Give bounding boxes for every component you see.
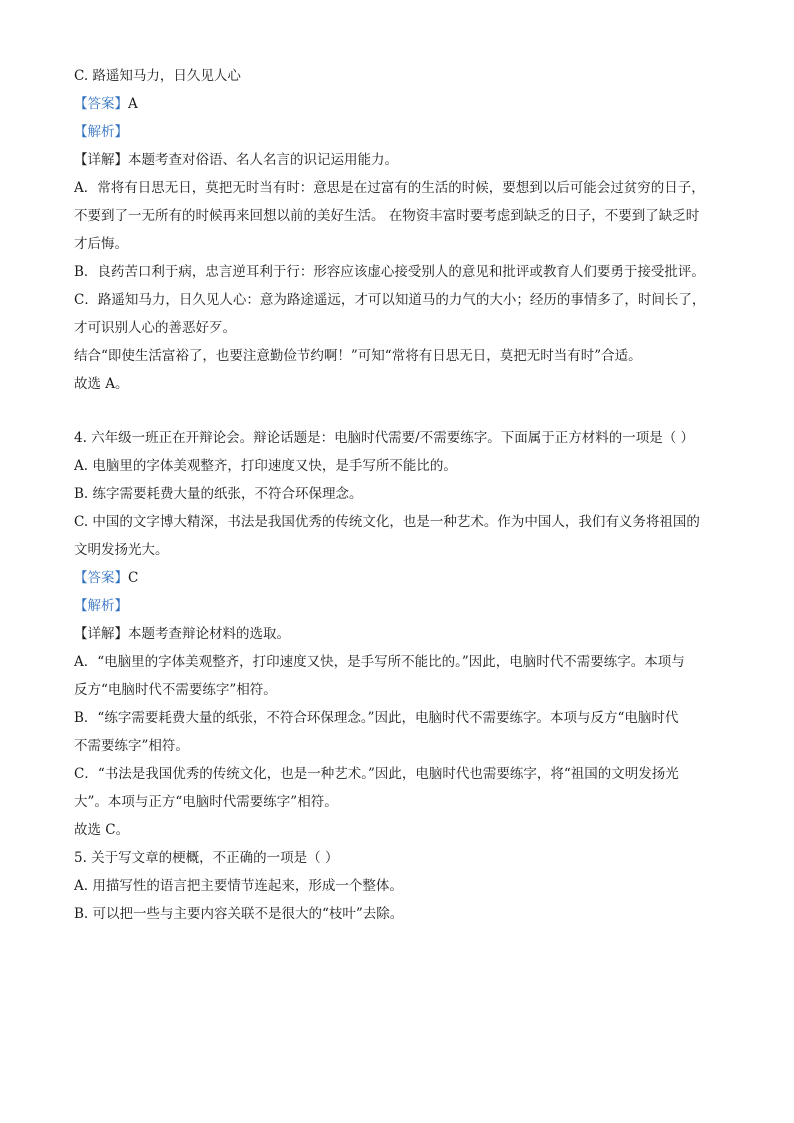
detail-label: 【详解】: [74, 626, 128, 642]
detail-intro: 本题考查辩论材料的选取。: [128, 626, 290, 642]
q4-choose: 故选 C。: [74, 822, 130, 838]
q3-explain-a-line1: A．常将有日思无日，莫把无时当有时：意思是在过富有的生活的时候，要想到以后可能会过贫穷的日子，: [74, 180, 705, 196]
q4-explain-c-line2: 大”。本项与正方“电脑时代需要练字”相符。: [74, 794, 338, 810]
q3-answer: [74, 90, 724, 118]
q3-explain-b: B．良药苦口利于病，忠言逆耳利于行：形容应该虚心接受别人的意见和批评或教育人们要勇于接受批评。: [74, 264, 705, 280]
detail-label: 【详解】: [74, 152, 128, 168]
q3-explain-c-line2: 才可识别人心的善恶好歹。: [74, 320, 236, 336]
q3-choose: 故选 A。: [74, 376, 129, 392]
q3-explain-c-line1: C．路遥知马力，日久见人心：意为路途遥远，才可以知道马的力气的大小；经历的事情多了，时间长了，: [74, 292, 706, 308]
answer-label: 【答案】: [74, 570, 128, 586]
q3-conclusion: 结合“即使生活富裕了，也要注意勤俭节约啊！”可知“常将有日思无日，莫把无时当有时”合适。: [74, 348, 642, 364]
q3-analysis-label: [74, 118, 724, 146]
q4-explain-b-line2: 不需要练字”相符。: [74, 738, 189, 754]
q3-explain-a-line3: 才后悔。: [74, 236, 128, 252]
q4-analysis-label: [74, 592, 724, 620]
q4-question: 4. 六年级一班正在开辩论会。辩论话题是：电脑时代需要/不需要练字。下面属于正方材料的一项是（ ）: [74, 430, 695, 446]
q4-answer: [74, 564, 724, 592]
q4-detail: [74, 620, 724, 648]
q4-option-a: A. 电脑里的字体美观整齐，打印速度又快，是手写所不能比的。: [74, 458, 457, 474]
q5-option-b: B. 可以把一些与主要内容关联不是很大的“枝叶”去除。: [74, 906, 404, 922]
q3-explain-a-line2: 不要到了一无所有的时候再来回想以前的美好生活。 在物资丰富时要考虑到缺乏的日子，不要到了缺乏时: [74, 208, 700, 224]
q4-explain-a-line1: A．“电脑里的字体美观整齐，打印速度又快，是手写所不能比的。”因此，电脑时代不需要练字。本项与: [74, 654, 685, 670]
q4-option-c-line1: C. 中国的文字博大精深，书法是我国优秀的传统文化，也是一种艺术。作为中国人，我们有义务将祖国的: [74, 514, 700, 530]
answer-label: 【答案】: [74, 96, 128, 112]
q3-detail: [74, 146, 724, 174]
q5-option-a: A. 用描写性的语言把主要情节连起来，形成一个整体。: [74, 878, 403, 894]
q4-explain-c-line1: C．“书法是我国优秀的传统文化，也是一种艺术。”因此，电脑时代也需要练字，将“祖国的文明发扬光: [74, 766, 679, 782]
answer-value: A: [128, 96, 138, 112]
analysis-label: 【解析】: [74, 598, 128, 614]
q4-option-c-line2: 文明发扬光大。: [74, 542, 169, 558]
q4-explain-a-line2: 反方“电脑时代不需要练字”相符。: [74, 682, 277, 698]
analysis-label: 【解析】: [74, 124, 128, 140]
q3-option-c: C. 路遥知马力，日久见人心: [74, 68, 241, 84]
q5-question: 5. 关于写文章的梗概，不正确的一项是（ ）: [74, 850, 339, 866]
q4-explain-b-line1: B．“练字需要耗费大量的纸张，不符合环保理念。”因此，电脑时代不需要练字。本项与反方“电脑时代: [74, 710, 679, 726]
detail-intro: 本题考查对俗语、名人名言的识记运用能力。: [128, 152, 398, 168]
question-spacer: [74, 398, 724, 424]
q4-option-b: B. 练字需要耗费大量的纸张，不符合环保理念。: [74, 486, 363, 502]
answer-value: C: [128, 570, 139, 586]
document-page: [74, 62, 724, 928]
